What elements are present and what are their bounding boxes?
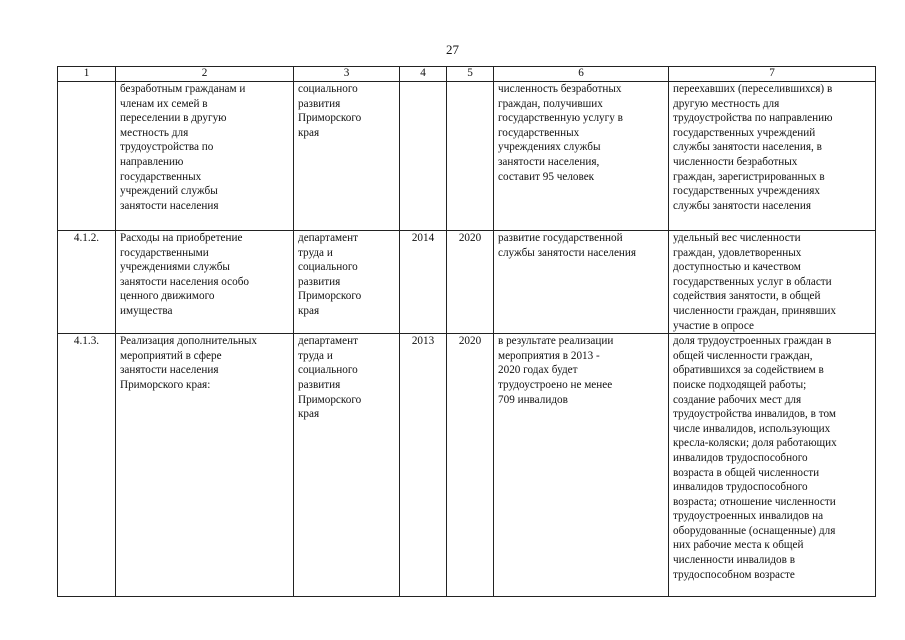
cell-line: удельный вес численности [673,232,801,244]
table-row [58,231,876,334]
cell-name [116,334,294,597]
cell-line: развития [298,275,341,288]
cell-line: Приморского [298,393,362,406]
cell-line: числе инвалидов, использующих [673,422,831,435]
cell-line: кресла-коляски; доля работающих [673,437,837,450]
table-row [58,82,876,231]
cell-line: численность безработных [498,83,622,95]
cell-line: государственных учреждениях [673,185,820,198]
cell-num: 4.1.3. [58,334,116,597]
header-col-2: 2 [116,67,294,82]
cell-line: учреждениями службы [120,261,230,274]
cell-line: доступностью и качеством [673,261,801,274]
cell-line: занятости населения [120,199,219,212]
cell-line: края [298,408,320,421]
cell-line: мероприятий в сфере [120,349,222,362]
cell-line: обратившихся за содействием в [673,364,824,377]
cell-line: членам их семей в [120,97,208,110]
cell-executor [294,231,400,334]
cell-line: учреждениях службы [498,141,601,154]
cell-start-year [400,82,447,231]
cell-executor [294,334,400,597]
cell-line: края [298,304,320,317]
cell-line: развитие государственной [498,232,623,244]
cell-line: 2020 годах будет [498,364,578,377]
cell-result [494,231,669,334]
cell-line: оборудованные (оснащенные) для [673,524,836,537]
cell-line: безработным гражданам и [120,83,246,95]
cell-line: развития [298,378,341,391]
cell-line: департамент [298,232,358,244]
cell-line: другую местность для [673,97,780,110]
cell-line: труда и [298,349,333,362]
cell-line: направлению [120,155,184,168]
header-col-4: 4 [400,67,447,82]
cell-name [116,231,294,334]
cell-start-year: 2013 [400,334,447,597]
cell-line: переехавших (переселившихся) в [673,83,833,95]
header-col-6: 6 [494,67,669,82]
cell-num: 4.1.2. [58,231,116,334]
cell-line: трудоустройства по направлению [673,112,833,125]
cell-num [58,82,116,231]
cell-end-year: 2020 [447,231,494,334]
cell-line: труда и [298,246,333,259]
cell-line: возраста; отношение численности [673,495,836,508]
cell-line: социального [298,261,358,274]
cell-line: них рабочие места к общей [673,539,804,552]
cell-line: государственных [498,126,580,139]
cell-line: государственных учреждений [673,126,816,139]
cell-line: края [298,126,320,139]
cell-line: имущества [120,304,173,317]
cell-line: местность для [120,126,189,139]
cell-line: создание рабочих мест для [673,393,802,406]
cell-name [116,82,294,231]
cell-line: учреждений службы [120,185,218,198]
cell-line: занятости населения, [498,155,600,168]
header-col-3: 3 [294,67,400,82]
cell-line: Расходы на приобретение [120,232,243,244]
cell-line: 709 инвалидов [498,393,568,406]
page-number: 27 [446,42,459,57]
cell-line: трудоустроенных инвалидов на [673,510,824,523]
cell-line: Приморского края: [120,378,211,391]
cell-line: возраста в общей численности [673,466,820,479]
cell-line: ценного движимого [120,290,215,303]
cell-line: инвалидов трудоспособного [673,451,808,464]
cell-line: трудоустройства инвалидов, в том [673,408,836,421]
table-row [58,334,876,597]
cell-end-year: 2020 [447,334,494,597]
cell-line: численности безработных [673,155,798,168]
header-col-7: 7 [669,67,876,82]
cell-line: содействия занятости, в общей [673,290,821,303]
cell-line: участие в опросе [673,319,754,332]
cell-executor [294,82,400,231]
cell-line: социального [298,364,358,377]
cell-line: трудоустроено не менее [498,378,613,391]
cell-line: численности граждан, принявших [673,304,836,317]
cell-line: Реализация дополнительных [120,335,258,348]
cell-indicator [669,231,876,334]
cell-line: развития [298,97,341,110]
cell-end-year [447,82,494,231]
cell-line: трудоустройства по [120,141,214,154]
cell-line: государственную услугу в [498,112,623,125]
cell-line: социального [298,83,358,95]
cell-line: службы занятости населения, в [673,141,822,154]
cell-line: департамент [298,335,358,348]
cell-line: Приморского [298,112,362,125]
cell-line: в результате реализации [498,335,614,348]
cell-start-year: 2014 [400,231,447,334]
cell-result [494,82,669,231]
cell-line: инвалидов трудоспособного [673,481,808,494]
program-table [57,66,876,597]
cell-line: службы занятости населения [498,246,637,259]
cell-line: трудоспособном возрасте [673,568,795,581]
cell-line: службы занятости населения [673,199,812,212]
cell-line: общей численности граждан, [673,349,813,362]
header-col-5: 5 [447,67,494,82]
cell-line: занятости населения особо [120,275,249,288]
cell-line: Приморского [298,290,362,303]
cell-indicator [669,334,876,597]
cell-line: государственных услуг в области [673,275,832,288]
cell-line: государственных [120,170,202,183]
cell-line: граждан, зарегистрированных в [673,170,825,183]
cell-result [494,334,669,597]
header-col-1: 1 [58,67,116,82]
cell-indicator [669,82,876,231]
cell-line: занятости населения [120,364,219,377]
cell-line: граждан, получивших [498,97,603,110]
cell-line: доля трудоустроенных граждан в [673,335,832,348]
cell-line: поиске подходящей работы; [673,378,807,391]
cell-line: численности инвалидов в [673,554,796,567]
cell-line: государственными [120,246,209,259]
header-row [58,67,876,82]
cell-line: граждан, удовлетворенных [673,246,802,259]
cell-line: переселении в другую [120,112,227,125]
cell-line: мероприятия в 2013 - [498,349,600,362]
cell-line: составит 95 человек [498,170,595,183]
